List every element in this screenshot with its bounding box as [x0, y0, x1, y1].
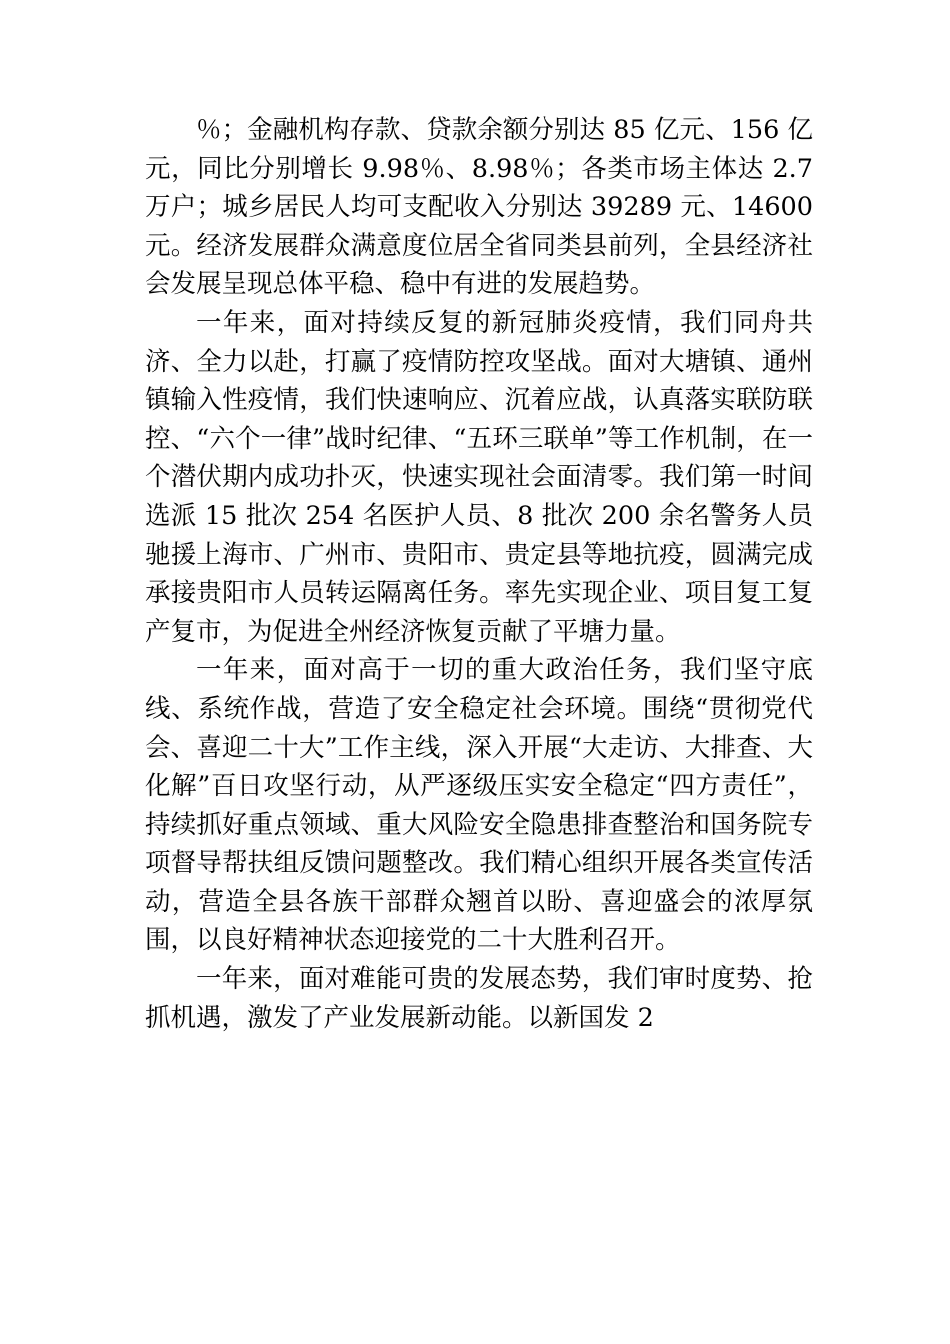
- paragraph-economic-summary: ％；金融机构存款、贷款余额分别达 85 亿元、156 亿元，同比分别增长 9.98％、8.98％；各类市场主体达 2.7 万户；城乡居民人均可支配收入分别达 39289 元、14600 元。经济发展群众满意度位居全省同类县前列，全县经济社会发展呈现总体平稳、稳中有进的发展趋势。: [145, 115, 813, 300]
- document-body: [145, 111, 813, 1037]
- paragraph-safety-stability: 一年来，面对高于一切的重大政治任务，我们坚守底线、系统作战，营造了安全稳定社会环境。围绕“贯彻党代会、喜迎二十大”工作主线，深入开展“大走访、大排查、大化解”百日攻坚行动，从严逐级压实安全稳定“四方责任”，持续抓好重点领域、重大风险安全隐患排查整治和国务院专项督导帮扶组反馈问题整改。我们精心组织开展各类宣传活动，营造全县各族干部群众翘首以盼、喜迎盛会的浓厚氛围，以良好精神状态迎接党的二十大胜利召开。: [145, 655, 813, 956]
- paragraph-industry-development: 一年来，面对难能可贵的发展态势，我们审时度势、抢抓机遇，激发了产业发展新动能。以新国发 2: [145, 964, 813, 1033]
- paragraph-epidemic-control: 一年来，面对持续反复的新冠肺炎疫情，我们同舟共济、全力以赴，打赢了疫情防控攻坚战。面对大塘镇、通州镇输入性疫情，我们快速响应、沉着应战，认真落实联防联控、“六个一律”战时纪律、“五环三联单”等工作机制，在一个潜伏期内成功扑灭，快速实现社会面清零。我们第一时间选派 15 批次 254 名医护人员、8 批次 200 余名警务人员驰援上海市、广州市、贵阳市、贵定县等地抗疫，圆满完成承接贵阳市人员转运隔离任务。率先实现企业、项目复工复产复市，为促进全州经济恢复贡献了平塘力量。: [145, 307, 813, 647]
